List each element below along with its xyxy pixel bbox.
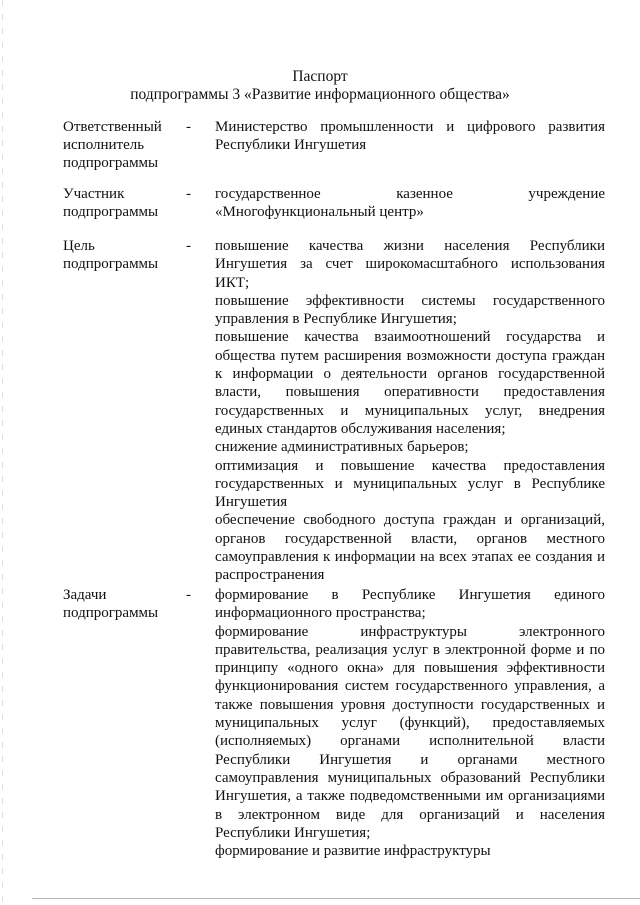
scan-left-edge bbox=[2, 0, 3, 905]
label-line: исполнитель bbox=[63, 137, 145, 153]
row-dash: - bbox=[186, 119, 191, 135]
content-paragraph: оптимизация и повышение качества предоставления государственных и муниципальных услуг в Республике Ингушетия bbox=[215, 457, 605, 511]
row-dash: - bbox=[186, 238, 191, 254]
title-line-2: подпрограммы 3 «Развитие информационного общества» bbox=[130, 86, 510, 103]
content-paragraph: формирование и развитие инфраструктуры bbox=[215, 843, 491, 860]
label-line: подпрограммы bbox=[63, 256, 159, 272]
row-content bbox=[215, 237, 605, 585]
content-paragraph: государственное казенное учреждение «Многофункциональный центр» bbox=[215, 186, 605, 221]
label-line: Ответственный bbox=[63, 119, 162, 135]
title-line-1: Паспорт bbox=[292, 68, 348, 85]
content-paragraph: Министерство промышленности и цифрового развития Республики Ингушетия bbox=[215, 119, 605, 154]
content-paragraph: повышение качества взаимоотношений государства и общества путем расширения возможности доступа граждан к информации о деятельности органов государственной власти, повышения оперативности предоставления государственных и муниципальных услуг, внедрения единых стандартов обслуживания населения; bbox=[215, 329, 605, 437]
row-dash: - bbox=[186, 186, 191, 202]
row-label bbox=[63, 237, 183, 273]
label-line: подпрограммы bbox=[63, 155, 159, 171]
content-paragraph: формирование в Республике Ингушетия единого информационного пространства; bbox=[215, 587, 605, 622]
content-paragraph: формирование инфраструктуры электронного правительства, реализация услуг в электронной форме и по принципу «одного окна» для повышения эффективности функционирования систем государственного управления, а также повышения уровня доступности государственных и муниципальных услуг (функций), предоставляемых (исполняемых) органами исполнительной власти Республики Ингушетия и органами местного самоуправления муниципальных образований Республики Ингушетия, а также подведомственными им организациями в электронном виде для организаций и населения Республики Ингушетия; bbox=[215, 623, 605, 841]
row-label bbox=[63, 586, 183, 622]
row-dash: - bbox=[186, 587, 191, 603]
row-content bbox=[215, 185, 605, 222]
label-line: подпрограммы bbox=[63, 605, 159, 621]
label-line: Задачи bbox=[63, 587, 107, 603]
row-content bbox=[215, 586, 605, 860]
row-label bbox=[63, 185, 183, 221]
content-paragraph: повышение эффективности системы государственного управления в Республике Ингушетия; bbox=[215, 292, 605, 328]
content-paragraph: повышение качества жизни населения Республики Ингушетия за счет широкомасштабного использования ИКТ; bbox=[215, 238, 605, 291]
content-paragraph: снижение административных барьеров; bbox=[215, 439, 469, 456]
document-title bbox=[0, 68, 640, 104]
content-paragraph: обеспечение свободного доступа граждан и организаций, органов государственной власти, органов местного самоуправления к информации на всех этапах ее создания и распространения bbox=[215, 512, 605, 584]
label-line: Цель bbox=[63, 238, 95, 254]
label-line: подпрограммы bbox=[63, 204, 159, 220]
scan-bottom-edge bbox=[32, 898, 640, 899]
row-label bbox=[63, 118, 183, 172]
label-line: Участник bbox=[63, 186, 125, 202]
row-content bbox=[215, 118, 605, 155]
